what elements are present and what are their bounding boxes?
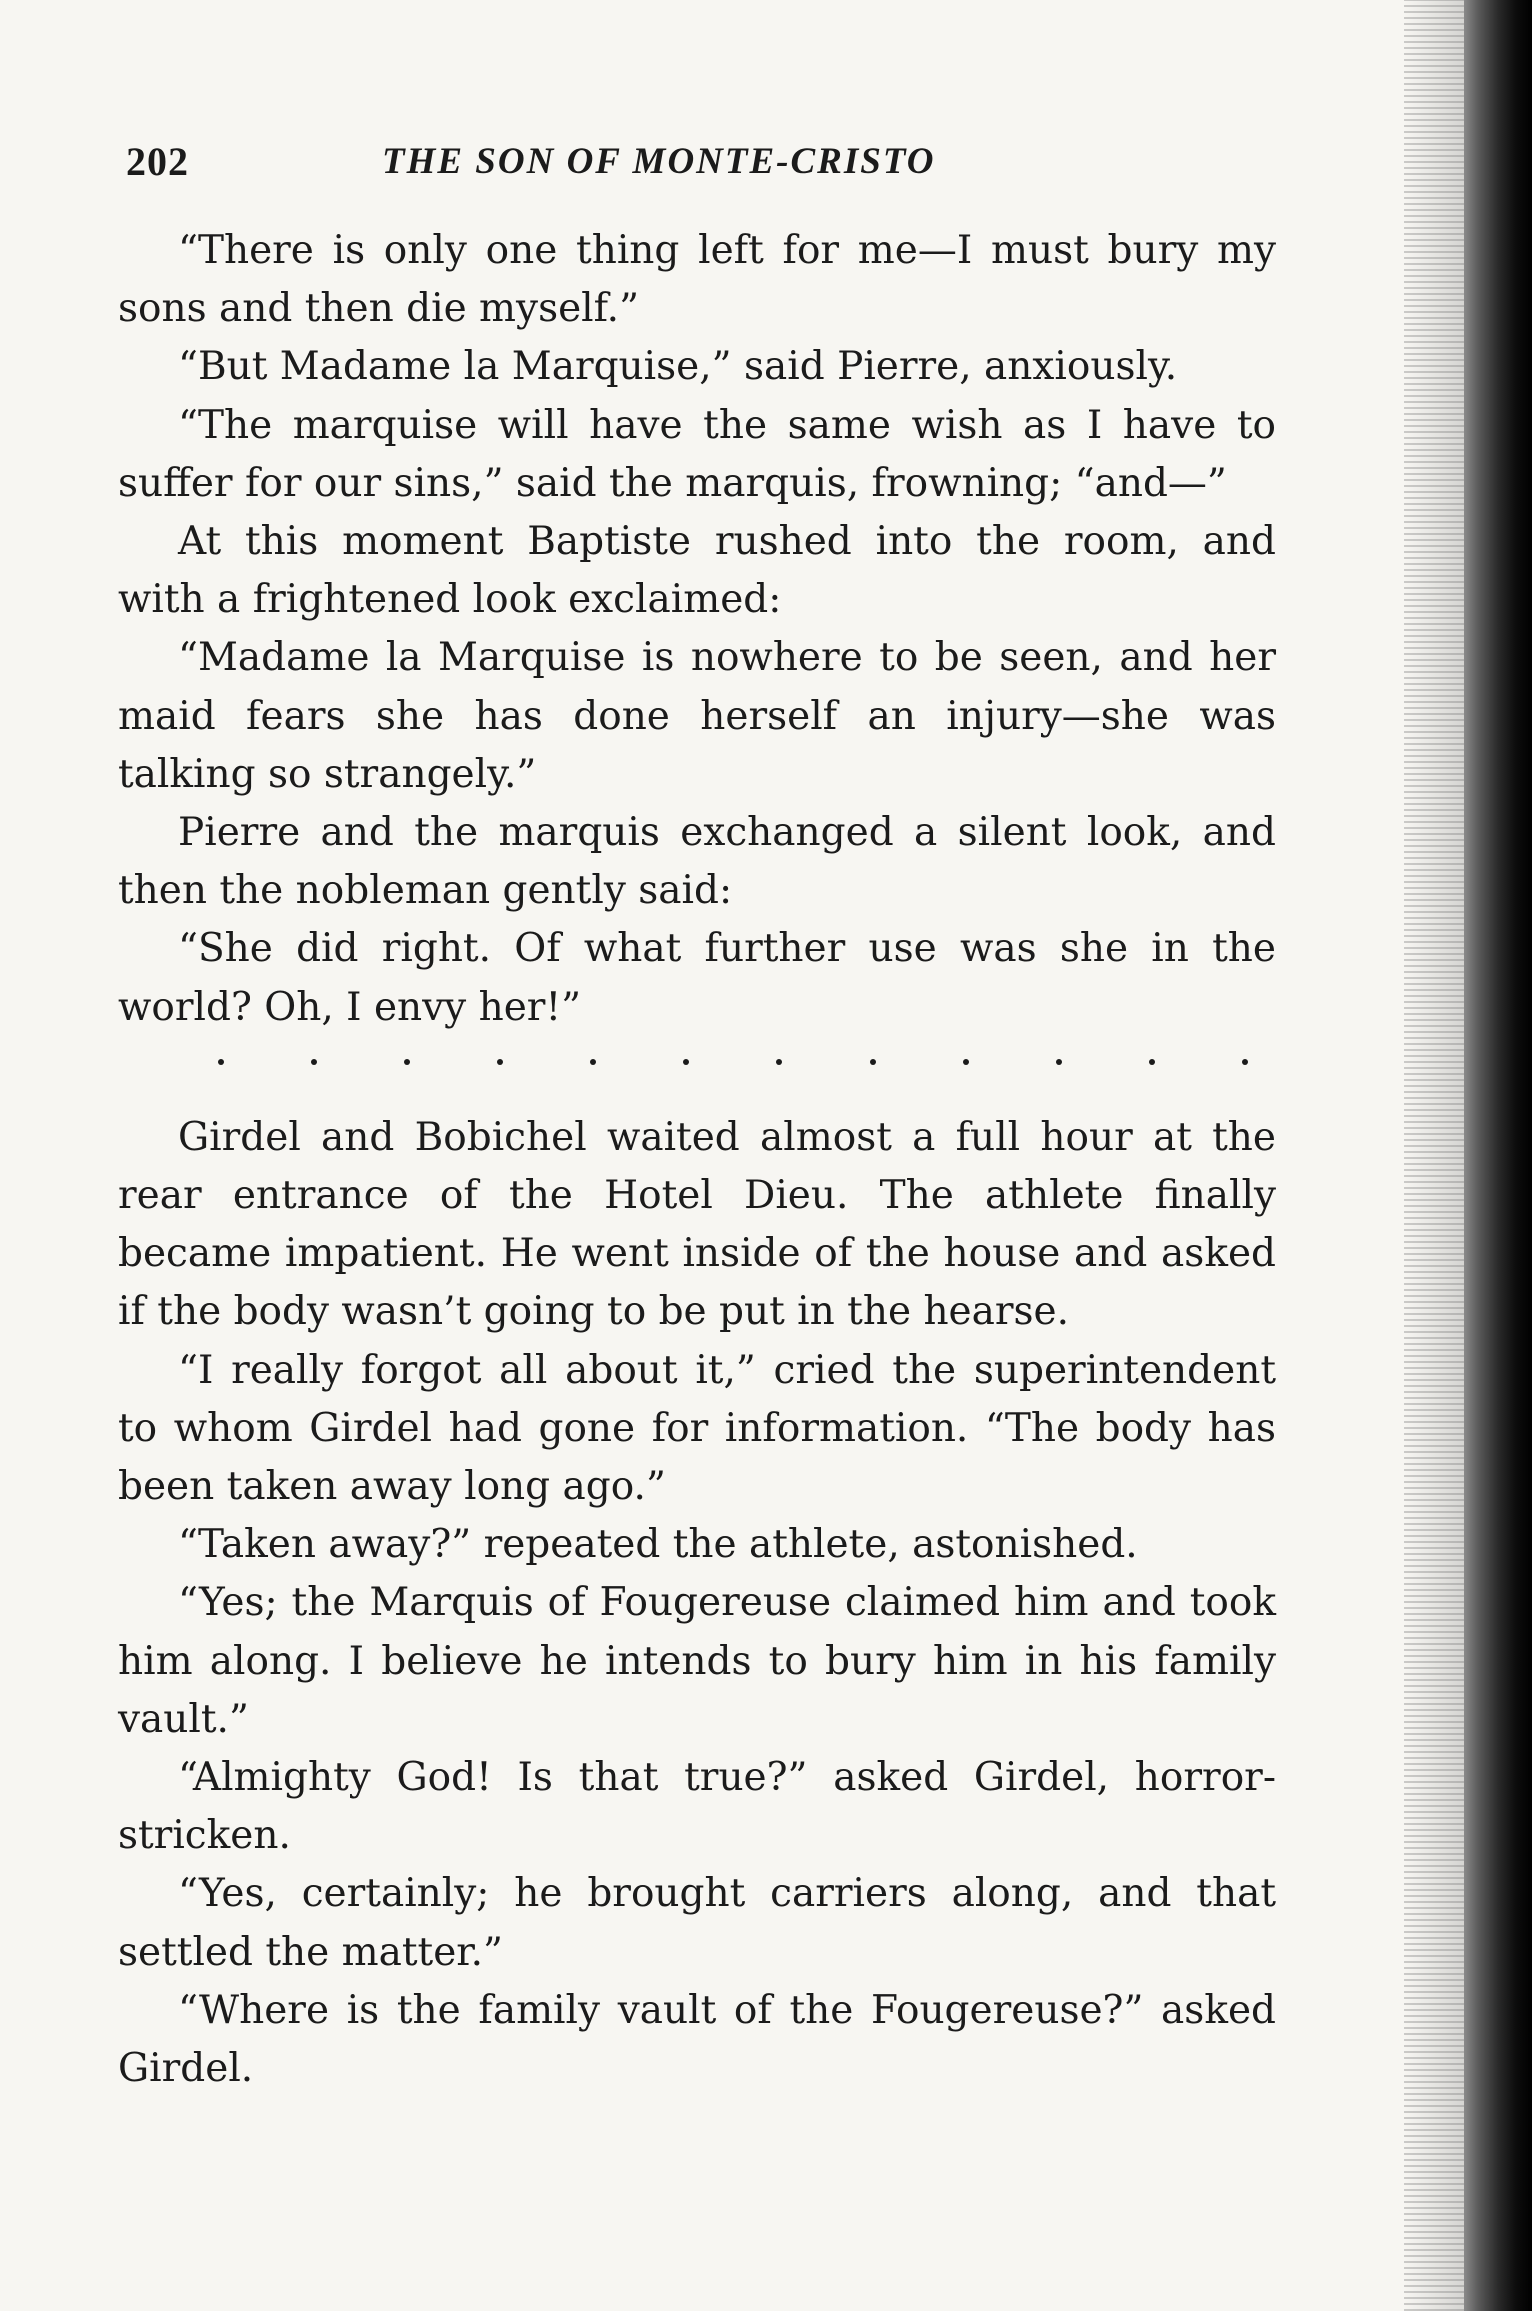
dot	[1149, 1059, 1155, 1065]
page-number: 202	[126, 139, 189, 184]
paragraph: “Almighty God! Is that true?” asked Girdel, horror-stricken.	[118, 1755, 1276, 1859]
paragraph: “Yes, certainly; he brought carriers along, and that settled the matter.”	[118, 1871, 1276, 1975]
dot	[218, 1059, 224, 1065]
paragraph: “Where is the family vault of the Fougereuse?” asked Girdel.	[118, 1987, 1276, 2092]
dot	[870, 1059, 876, 1065]
dot	[590, 1059, 596, 1065]
page-body	[118, 222, 1276, 2098]
dot	[963, 1059, 969, 1065]
paragraph: “There is only one thing left for me—I must bury my sons and then die myself.”	[118, 228, 1276, 332]
dot	[1242, 1059, 1248, 1065]
binding-shadow	[1404, 0, 1464, 2311]
dot	[404, 1059, 410, 1065]
page-header	[118, 138, 1278, 198]
paragraph: “But Madame la Marquise,” said Pierre, anxiously.	[178, 344, 1178, 390]
section-break-dots	[218, 1049, 1248, 1075]
dot	[683, 1059, 689, 1065]
running-title: THE SON OF MONTE-CRISTO	[382, 141, 936, 182]
dot	[311, 1059, 317, 1065]
dot	[776, 1059, 782, 1065]
paragraph: Girdel and Bobichel waited almost a full hour at the rear entrance of the Hotel Dieu. The athlete finally became impatient. He went inside of the house and asked if the body wasn’t going to be put in the hearse.	[118, 1114, 1276, 1335]
paragraph: “Yes; the Marquis of Fougereuse claimed him and took him along. I believe he intends to bury him in his family vault.”	[118, 1580, 1276, 1742]
paragraph: At this moment Baptiste rushed into the room, and with a frightened look exclaimed:	[118, 519, 1276, 623]
page-binding-edge	[1464, 0, 1532, 2311]
dot	[497, 1059, 503, 1065]
paragraph: “Taken away?” repeated the athlete, astonished.	[178, 1522, 1138, 1568]
dot	[1056, 1059, 1062, 1065]
paragraph: Pierre and the marquis exchanged a silent look, and then the nobleman gently said:	[118, 810, 1276, 914]
paragraph: “She did right. Of what further use was she in the world? Oh, I envy her!”	[118, 926, 1276, 1030]
paragraph: “The marquise will have the same wish as I have to suffer for our sins,” said the marquis, frowning; “and—”	[118, 402, 1276, 506]
paragraph: “I really forgot all about it,” cried the superintendent to whom Girdel had gone for information. “The body has been taken away long ago.”	[118, 1347, 1276, 1510]
paragraph: “Madame la Marquise is nowhere to be seen, and her maid fears she has done herself an injury—she was talking so strangely.”	[118, 635, 1276, 797]
